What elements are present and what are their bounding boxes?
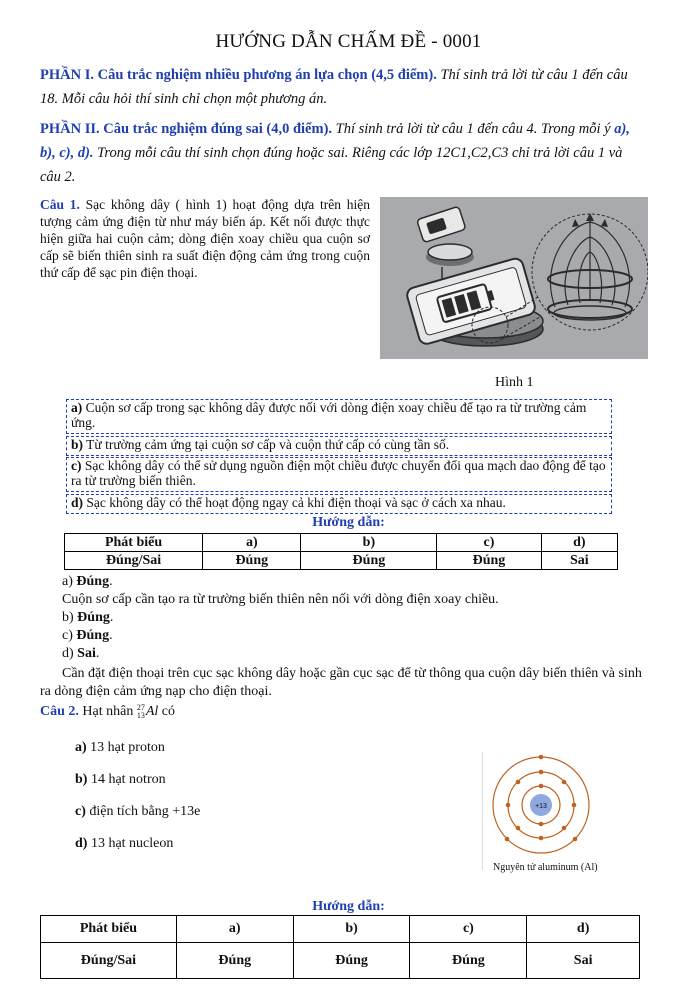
q2-nuclide-numbers xyxy=(137,704,145,720)
option-key: b) xyxy=(75,772,88,787)
table-cell: Đúng xyxy=(176,943,293,979)
aluminum-atom-diagram xyxy=(488,752,598,860)
statement-text: Sạc không dây có thể hoạt động ngay cả khi điện thoại và sạc ở cách xa nhau. xyxy=(83,495,506,510)
part1-heading: PHẦN I. Câu trắc nghiệm nhiều phương án lựa chọn (4,5 điểm). xyxy=(40,67,437,83)
q2-label: Câu 2. xyxy=(40,704,79,720)
table-cell: a) xyxy=(176,916,293,943)
q2-option-d xyxy=(75,836,173,852)
nucleus-label: +13 xyxy=(535,803,547,810)
mass-number: 27 xyxy=(136,703,145,712)
table-cell: Phát biểu xyxy=(41,916,177,943)
q1-body: Sạc không dây ( hình 1) hoạt động dựa trên hiện tượng cảm ứng điện từ như máy biến áp. Kết nối được thực hiện giữa hai cuộn cảm; dòng điện xoay chiều qua cuộn sơ cấp sẽ biến thiên sinh ra suất điện động cảm ứng trong cuộn thứ cấp để sạc pin điện thoại. xyxy=(40,197,370,280)
element-symbol: Al xyxy=(145,704,159,720)
table-cell: d) xyxy=(527,916,640,943)
q1-explain-d-note: Cần đặt điện thoại trên cục sạc không dây hoặc gần cục sạc để từ thông qua cuộn dây biến thiên và sinh ra dòng điện cảm ứng nạp cho điện thoại. xyxy=(40,666,642,699)
page-title: HƯỚNG DẪN CHẤM ĐỀ - 0001 xyxy=(215,31,482,52)
table-cell: a) xyxy=(203,534,301,552)
table-cell: Đúng/Sai xyxy=(41,943,177,979)
option-text: 13 hạt nucleon xyxy=(87,836,174,851)
q1-explain-b: b) Đúng. xyxy=(62,610,114,625)
option-key: d) xyxy=(75,836,88,851)
q2-option-a xyxy=(75,740,165,756)
option-text: điện tích bằng +13e xyxy=(85,804,201,819)
option-key: a) xyxy=(75,740,87,755)
table-cell: Phát biểu xyxy=(65,534,203,552)
table-cell: c) xyxy=(410,916,527,943)
q1-statement-a xyxy=(66,399,612,434)
q2-text-b: có xyxy=(158,704,176,720)
q1-guide-heading: Hướng dẫn: xyxy=(312,515,385,530)
q2-guide-heading: Hướng dẫn: xyxy=(312,899,385,914)
table-cell: Sai xyxy=(527,943,640,979)
statement-key: a) xyxy=(71,400,83,415)
q1-text xyxy=(40,196,370,281)
table-row xyxy=(65,552,618,570)
q2-heading xyxy=(40,704,175,720)
table-header-row xyxy=(41,916,640,943)
explain-key: c) xyxy=(62,628,77,643)
option-key: c) xyxy=(75,804,86,819)
part1-text: Thí sinh trả lời từ câu 1 đến câu 18. Mỗi câu hỏi thí sinh chỉ chọn một phương án. xyxy=(40,67,628,107)
table-cell: b) xyxy=(293,916,410,943)
q1-explain-a-note: Cuộn sơ cấp cần tạo ra từ trường biến thiên nên nối với dòng điện xoay chiều. xyxy=(62,592,499,607)
q1-statement-b xyxy=(66,436,612,456)
explain-value: Đúng xyxy=(76,574,110,589)
table-header-row xyxy=(65,534,618,552)
table-cell: Đúng xyxy=(203,552,301,570)
atomic-number: 13 xyxy=(136,711,145,720)
table-cell: Đúng/Sai xyxy=(65,552,203,570)
q1-answer-table xyxy=(64,533,618,570)
explain-key: d) xyxy=(62,646,78,661)
q1-explain-a: a) Đúng. xyxy=(62,574,113,589)
table-cell: c) xyxy=(437,534,541,552)
q2-answer-table xyxy=(40,915,640,979)
atom-caption: Nguyên tử aluminum (Al) xyxy=(493,862,598,873)
figure-caption: Hình 1 xyxy=(495,375,534,390)
q1-explain-c: c) Đúng. xyxy=(62,628,113,643)
table-cell: Đúng xyxy=(437,552,541,570)
q1-label: Câu 1. xyxy=(40,197,80,212)
option-text: 13 hạt proton xyxy=(86,740,165,755)
part2-text-b: Trong mỗi câu thí sinh chọn đúng hoặc sai. Riêng các lớp 12C1,C2,C3 chỉ trả lời câu 1 và câu 2. xyxy=(40,145,623,185)
option-text: 14 hạt notron xyxy=(87,772,166,787)
statement-key: d) xyxy=(71,495,84,510)
q2-option-b xyxy=(75,772,166,788)
part2-paragraph xyxy=(40,117,642,189)
table-cell: b) xyxy=(301,534,437,552)
explain-value: Sai xyxy=(77,646,96,661)
q1-statement-d xyxy=(66,494,612,514)
part2-heading: PHẦN II. Câu trắc nghiệm đúng sai (4,0 điểm). xyxy=(40,121,333,137)
explain-value: Đúng xyxy=(76,628,110,643)
table-cell: Sai xyxy=(541,552,617,570)
q2-option-c xyxy=(75,804,200,820)
table-row xyxy=(41,943,640,979)
table-cell: d) xyxy=(541,534,617,552)
statement-key: c) xyxy=(71,458,82,473)
q1-explain-d: d) Sai. xyxy=(62,646,100,661)
explain-key: a) xyxy=(62,574,77,589)
statement-key: b) xyxy=(71,437,84,452)
explain-value: Đúng xyxy=(77,610,110,625)
part2-items: a), b), c), d). xyxy=(40,121,630,161)
statement-text: Từ trường cảm ứng tại cuộn sơ cấp và cuộn thứ cấp có cùng tần số. xyxy=(83,437,450,452)
q2-text-a: Hạt nhân xyxy=(78,704,137,720)
wireless-charger-figure xyxy=(380,197,648,359)
table-cell: Đúng xyxy=(410,943,527,979)
q1-statement-c xyxy=(66,457,612,492)
table-cell: Đúng xyxy=(301,552,437,570)
part1-paragraph xyxy=(40,63,642,111)
table-cell: Đúng xyxy=(293,943,410,979)
statement-text: Cuộn sơ cấp trong sạc không dây được nối với dòng điện xoay chiều để tạo ra từ trường cảm ứng. xyxy=(71,400,587,430)
explain-key: b) xyxy=(62,610,78,625)
part2-text-a: Thí sinh trả lời từ câu 1 đến câu 4. Trong mỗi ý xyxy=(332,121,615,137)
wireless-charger-illustration xyxy=(380,197,648,359)
statement-text: Sạc không dây có thể sử dụng nguồn điện một chiều được chuyển đổi qua mạch dao động để tạo ra từ trường biến thiên. xyxy=(71,458,606,488)
divider xyxy=(482,752,483,870)
